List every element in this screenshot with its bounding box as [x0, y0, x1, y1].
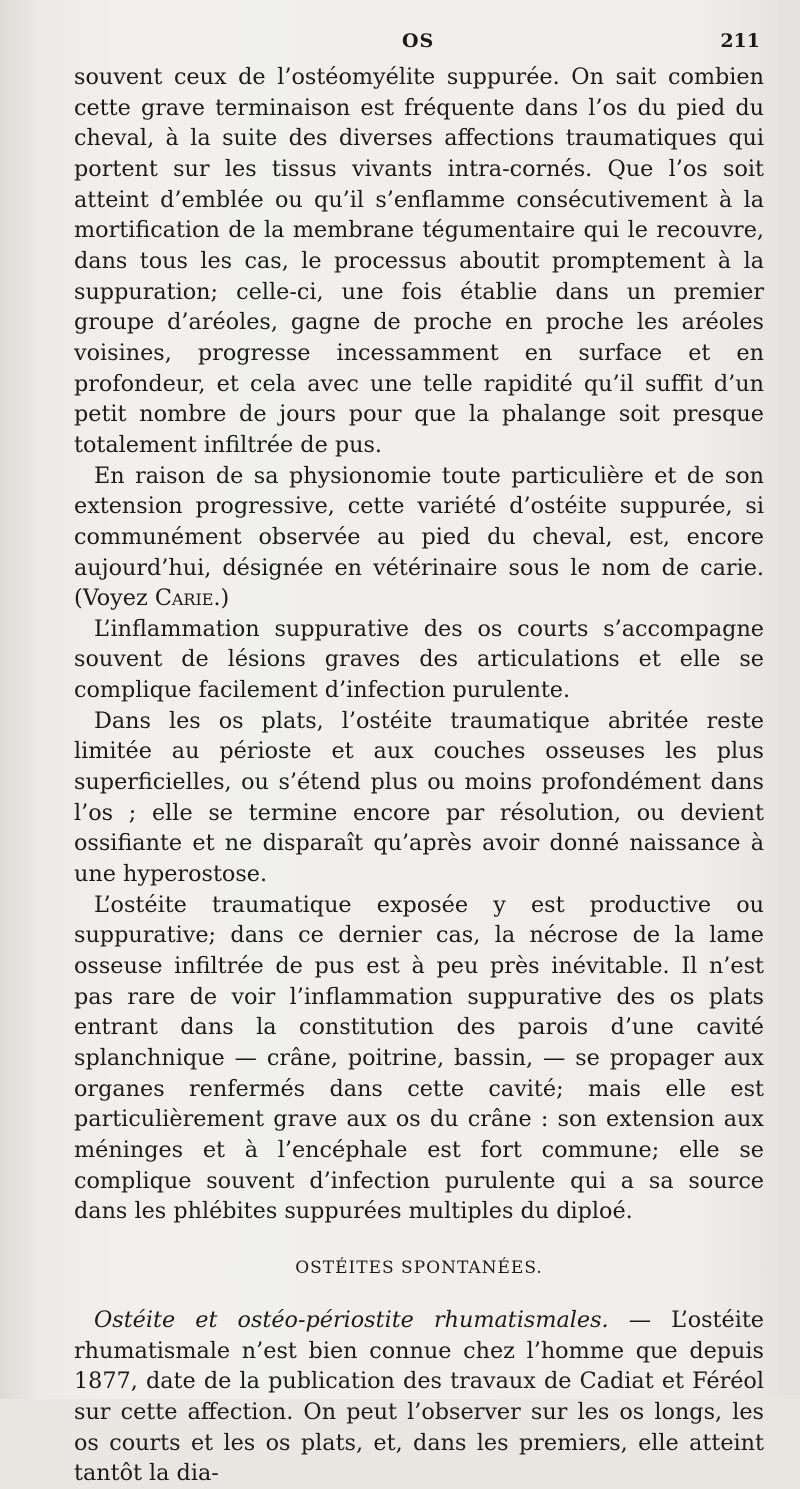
paragraph: L’ostéite traumatique exposée y est productive ou suppurative; dans ce dernier cas, la nécrose de la lame osseuse infiltrée de pus est à peu près inévitable. Il n’est pas rare de voir l’inflammation suppurative des os plats entrant dans la constitution des parois d’une cavité splanchnique — crâne, poitrine, bassin, — se propager aux organes renfermés dans cette cavité; mais elle est particulièrement grave aux os du crâne : son extension aux méninges et à l’encéphale est fort commune; elle se complique souvent d’infection purulente qui a sa source dans les phlébites suppurées multiples du diploé. — [74, 891, 764, 1225]
paragraph-text: En raison de sa physionomie toute particulière et de son extension progressive, cette variété d’ostéite suppurée, si communément observée au pied du cheval, est, encore aujourd’hui, désignée en vétérinaire sous le nom de carie. (Voyez — [74, 462, 764, 612]
cross-reference: Carie.) — [154, 585, 230, 612]
paragraph: souvent ceux de l’ostéomyélite suppurée. On sait combien cette grave terminaison est fréquente dans l’os du pied du cheval, à la suite des diverses affections traumatiques qui portent sur les tissus vivants intra-cornés. Que l’os soit atteint d’emblée ou qu’il s’enflamme consécutivement à la mortification de la membrane tégumentaire qui le recouvre, dans tous les cas, le processus aboutit promptement à la suppuration; celle-ci, une fois établie dans un premier groupe d’aréoles, gagne de proche en proche les aréoles voisines, progresse incessamment en surface et en profondeur, et cela avec une telle rapidité qu’il suffit d’un petit nombre de jours pour que la phalange soit presque totalement infiltrée de pus. — [74, 64, 764, 458]
page-body — [74, 62, 764, 1489]
paragraph-text: L’ostéite rhumatismale n’est bien connue chez l’homme que depuis 1877, date de la publication des travaux de Cadiat et Féréol sur cette affection. On peut l’observer sur les os longs, les os courts et les os plats, et, dans les premiers, elle atteint tantôt la dia- — [74, 1306, 764, 1487]
heading-dash: — — [608, 1306, 672, 1333]
running-header — [74, 30, 764, 60]
paragraph: Dans les os plats, l’ostéite traumatique abritée reste limitée au périoste et aux couches osseuses les plus superficielles, ou s’étend plus ou moins profondément dans l’os ; elle se termine encore par résolution, ou devient ossifiante et ne disparaît qu’après avoir donné naissance à une hyperostose. — [74, 707, 764, 888]
subsection-heading: Ostéite et ostéo-périostite rhumatismales. — [94, 1306, 609, 1333]
section-title: OSTÉITES SPONTANÉES. — [295, 1257, 543, 1278]
page-number: 211 — [720, 30, 760, 52]
running-title: OS — [402, 30, 435, 52]
paragraph — [74, 1305, 764, 1489]
paragraph: L’inflammation suppurative des os courts s’accompagne souvent de lésions graves des articulations et elle se complique facilement d’infection purulente. — [74, 615, 764, 704]
paragraph — [74, 461, 764, 614]
